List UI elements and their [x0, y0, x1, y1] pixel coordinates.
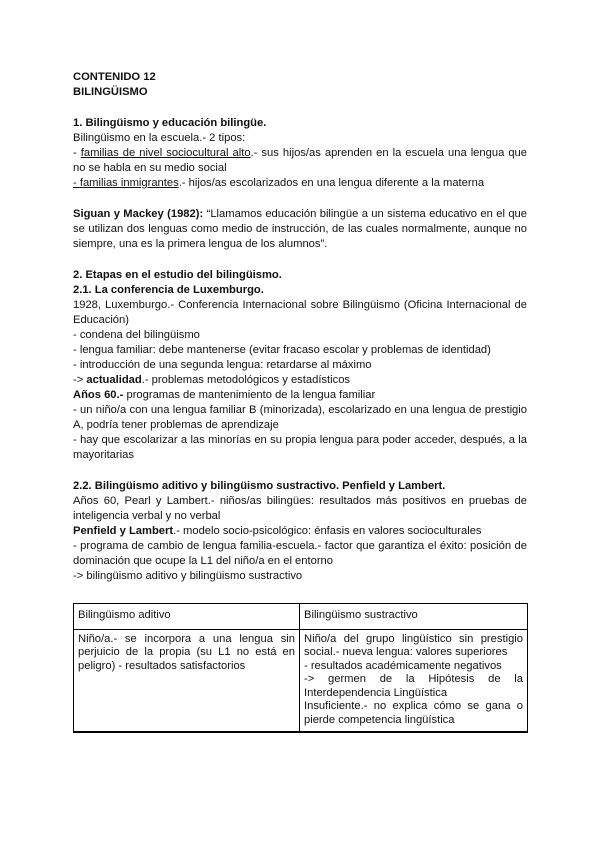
- list-item: - condena del bilingüismo: [73, 329, 200, 341]
- quote-author: Siguan y Mackey (1982):: [73, 208, 204, 220]
- underlined-term: familias de nivel sociocultural alto: [80, 147, 251, 159]
- table-cell-aditivo: Niño/a.- se incorpora a una lengua sin perjuicio de la propia (su L1 no está en peligro) - resultados satisfactorios: [74, 629, 300, 732]
- section-2-heading: 2. Etapas en el estudio del bilingüismo.: [73, 269, 282, 281]
- document-page: [73, 70, 527, 733]
- table-header-row: [74, 604, 528, 630]
- document-title: CONTENIDO 12: [73, 71, 156, 83]
- bullet-prefix: -: [73, 177, 80, 189]
- item-text: .- problemas metodológicos y estadísticos: [141, 374, 351, 386]
- pearl-lambert-paragraph: Años 60, Pearl y Lambert.- niños/as bilingües: resultados más positivos en pruebas de inteligencia verbal y no verbal: [73, 495, 527, 522]
- siguan-mackey-quote: [73, 207, 527, 252]
- section-2-1-heading: 2.1. La conferencia de Luxemburgo.: [73, 284, 264, 296]
- anos-60-line: [73, 388, 527, 403]
- comparison-table: [73, 603, 528, 733]
- luxemburgo-conference: 1928, Luxemburgo.- Conferencia Internacional sobre Bilingüismo (Oficina Internacional de Educación): [73, 299, 527, 326]
- bold-term: actualidad: [86, 374, 142, 386]
- list-item: -> bilingüismo aditivo y bilingüismo sustractivo: [73, 570, 303, 582]
- list-item: [73, 373, 527, 388]
- item-text: .- hijos/as escolarizados en una lengua diferente a la materna: [178, 177, 485, 189]
- item-text: programas de mantenimiento de la lengua familiar: [123, 389, 376, 401]
- list-item: - introducción de una segunda lengua: retardarse al máximo: [73, 359, 372, 371]
- cell-line: Insuficiente.- no explica cómo se gana o pierde competencia lingüística: [304, 700, 523, 726]
- list-item: - hay que escolarizar a las minorías en su propia lengua para poder acceder, después, a la mayoritarias: [73, 434, 527, 461]
- list-item: - un niño/a con una lengua familiar B (minorizada), escolarizado en una lengua de prestigio A, podría tener problemas de aprendizaje: [73, 404, 527, 431]
- bold-term: Años 60.-: [73, 389, 124, 401]
- table-header-cell: Bilingüismo sustractivo: [300, 604, 528, 630]
- table-cell-sustractivo: [300, 629, 528, 732]
- section-2-2-heading: 2.2. Bilingüismo aditivo y bilingüismo sustractivo. Penfield y Lambert.: [73, 480, 446, 492]
- penfield-lambert-line: [73, 524, 527, 539]
- section-1-intro: Bilingüismo en la escuela.- 2 tipos:: [73, 132, 246, 144]
- cell-line: -> germen de la Hipótesis de la Interdependencia Lingüística: [304, 673, 523, 699]
- section-1-item-1: [73, 146, 527, 176]
- section-1-heading: 1. Bilingüismo y educación bilingüe.: [73, 117, 267, 129]
- quote-text: “Llamamos educación bilingüe a un sistema educativo en el que se utilizan dos lenguas como medio de instrucción, de las cuales normalmente, aunque no siempre, una es la primera lengua de los alumnos”.: [73, 208, 527, 250]
- list-item: - lengua familiar: debe mantenerse (evitar fracaso escolar y problemas de identidad): [73, 344, 491, 356]
- arrow-prefix: ->: [73, 374, 87, 386]
- table-header-cell: Bilingüismo aditivo: [74, 604, 300, 630]
- item-text: .- modelo socio-psicológico: énfasis en valores socioculturales: [173, 525, 482, 537]
- cell-line: - resultados académicamente negativos: [304, 659, 502, 672]
- cell-line: Niño/a del grupo lingüístico sin prestigio social.- nueva lengua: valores superiores: [304, 632, 523, 658]
- list-item: - programa de cambio de lengua familia-escuela.- factor que garantiza el éxito: posición de dominación que ocupe la L1 del niño/a en el entorno: [73, 540, 527, 567]
- bullet-prefix: -: [73, 147, 81, 159]
- underlined-term: familias inmigrantes: [79, 177, 179, 189]
- item-text: .- sus hijos/as aprenden en la escuela una lengua que no se habla en su medio social: [73, 147, 528, 174]
- table-row: [74, 629, 528, 732]
- section-1-item-2: [73, 176, 527, 191]
- document-subtitle: BILINGÜISMO: [73, 86, 148, 98]
- bold-term: Penfield y Lambert: [73, 525, 174, 537]
